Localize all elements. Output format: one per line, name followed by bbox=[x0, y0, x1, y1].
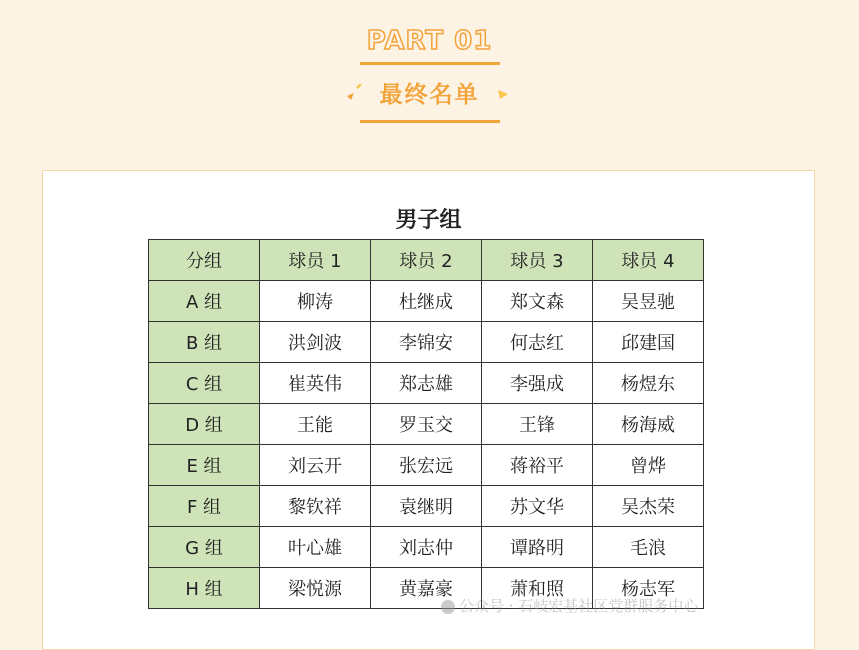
player-cell: 蒋裕平 bbox=[482, 445, 593, 486]
column-header: 球员 2 bbox=[371, 240, 482, 281]
player-cell: 吴昱驰 bbox=[593, 281, 704, 322]
player-cell: 罗玉交 bbox=[371, 404, 482, 445]
table-row bbox=[149, 322, 704, 363]
column-header: 球员 1 bbox=[260, 240, 371, 281]
player-cell: 张宏远 bbox=[371, 445, 482, 486]
group-cell: D 组 bbox=[149, 404, 260, 445]
sparkle-right-icon bbox=[496, 86, 512, 102]
part-label: PART 01 bbox=[366, 26, 493, 56]
player-cell: 刘云开 bbox=[260, 445, 371, 486]
table-header-row bbox=[149, 240, 704, 281]
column-header: 球员 3 bbox=[482, 240, 593, 281]
column-header: 分组 bbox=[149, 240, 260, 281]
player-cell: 李强成 bbox=[482, 363, 593, 404]
player-cell: 黄嘉豪 bbox=[371, 568, 482, 609]
group-cell: B 组 bbox=[149, 322, 260, 363]
player-cell: 曾烨 bbox=[593, 445, 704, 486]
roster-table bbox=[148, 239, 704, 609]
player-cell: 郑文森 bbox=[482, 281, 593, 322]
table-row bbox=[149, 486, 704, 527]
player-cell: 邱建国 bbox=[593, 322, 704, 363]
player-cell: 梁悦源 bbox=[260, 568, 371, 609]
roster-card bbox=[42, 170, 815, 650]
table-row bbox=[149, 363, 704, 404]
group-cell: G 组 bbox=[149, 527, 260, 568]
group-cell: F 组 bbox=[149, 486, 260, 527]
watermark bbox=[441, 595, 698, 616]
player-cell: 李锦安 bbox=[371, 322, 482, 363]
player-cell: 杨志军 bbox=[593, 568, 704, 609]
player-cell: 郑志雄 bbox=[371, 363, 482, 404]
player-cell: 毛浪 bbox=[593, 527, 704, 568]
player-cell: 王锋 bbox=[482, 404, 593, 445]
player-cell: 何志红 bbox=[482, 322, 593, 363]
player-cell: 崔英伟 bbox=[260, 363, 371, 404]
player-cell: 柳涛 bbox=[260, 281, 371, 322]
wechat-icon bbox=[441, 600, 455, 614]
player-cell: 洪剑波 bbox=[260, 322, 371, 363]
table-row bbox=[149, 445, 704, 486]
group-cell: E 组 bbox=[149, 445, 260, 486]
player-cell: 杨海威 bbox=[593, 404, 704, 445]
player-cell: 杜继成 bbox=[371, 281, 482, 322]
player-cell: 袁继明 bbox=[371, 486, 482, 527]
table-row bbox=[149, 527, 704, 568]
column-header: 球员 4 bbox=[593, 240, 704, 281]
part-header bbox=[0, 0, 859, 135]
player-cell: 萧和照 bbox=[482, 568, 593, 609]
group-cell: C 组 bbox=[149, 363, 260, 404]
player-cell: 叶心雄 bbox=[260, 527, 371, 568]
table-row bbox=[149, 404, 704, 445]
group-cell: A 组 bbox=[149, 281, 260, 322]
player-cell: 杨煜东 bbox=[593, 363, 704, 404]
divider-top bbox=[360, 62, 500, 65]
group-cell: H 组 bbox=[149, 568, 260, 609]
player-cell: 苏文华 bbox=[482, 486, 593, 527]
player-cell: 刘志仲 bbox=[371, 527, 482, 568]
player-cell: 谭路明 bbox=[482, 527, 593, 568]
section-title: 最终名单 bbox=[379, 82, 480, 108]
player-cell: 吴杰荣 bbox=[593, 486, 704, 527]
divider-bottom bbox=[360, 120, 500, 123]
player-cell: 黎钦祥 bbox=[260, 486, 371, 527]
watermark-text: 公众号 · 石岐宏基社区党群服务中心 bbox=[459, 597, 699, 615]
player-cell: 王能 bbox=[260, 404, 371, 445]
table-row bbox=[149, 281, 704, 322]
table-title: 男子组 bbox=[395, 207, 462, 233]
